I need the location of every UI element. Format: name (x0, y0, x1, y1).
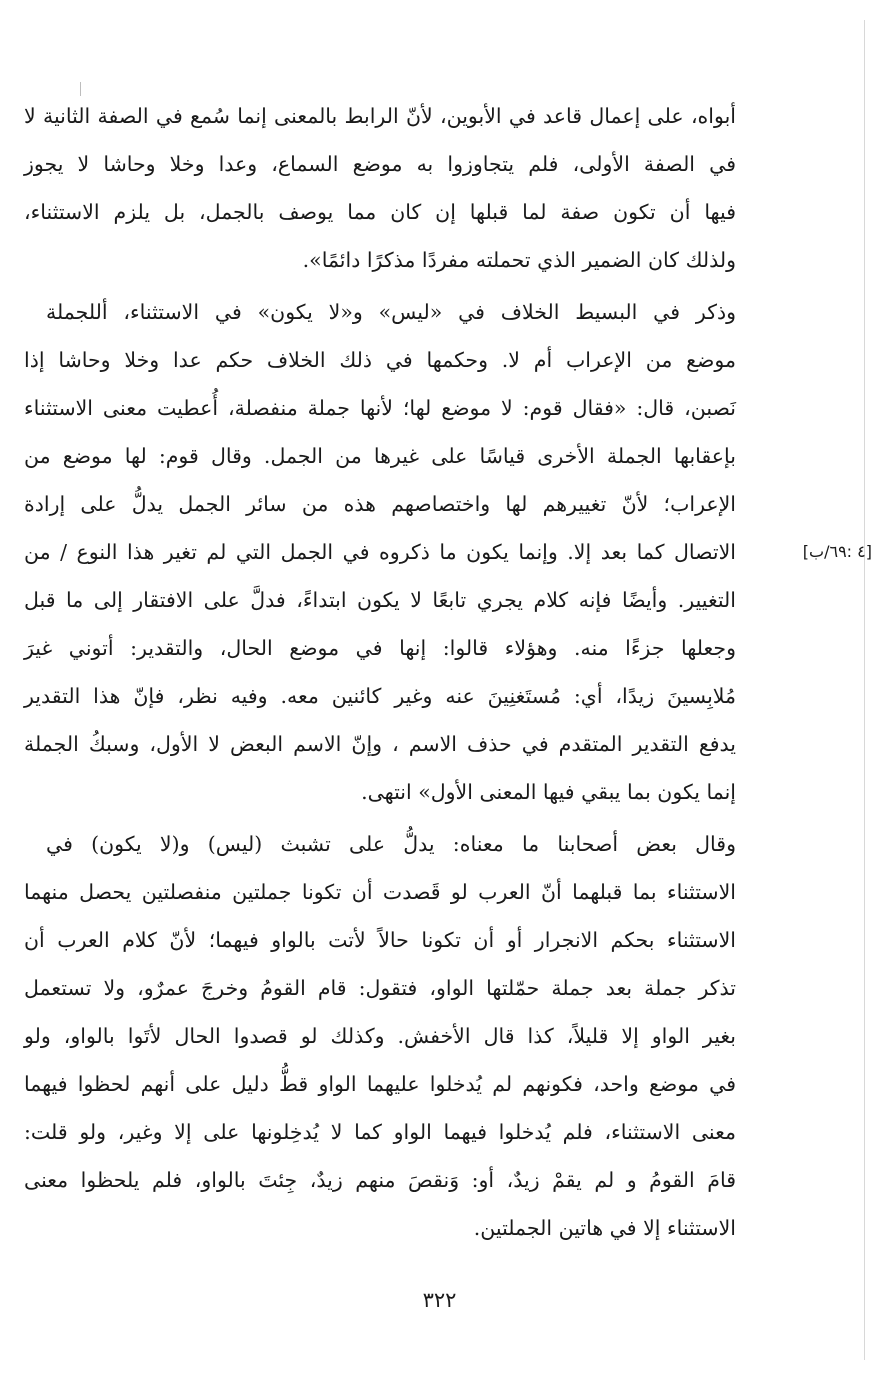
text-line: الإعراب؛ لأنّ تغييرهم لها واختصاصهم هذه من سائر الجمل يدلُّ على إرادة (24, 492, 736, 516)
text-line: في موضع واحد، فكونهم لم يُدخلوا عليهما الواو قطُّ دليل على أنهم لحظوا فيهما (24, 1072, 736, 1096)
text-line: تذكر جملة بعد جملة حمّلتها الواو، فتقول: قام القومُ وخرجَ عمرٌو، ولا تستعمل (24, 976, 736, 1000)
text-line: فيها أن تكون صفة لما قبلها إن كان مما يوصف بالجمل، بل يلزم الاستثناء، (24, 200, 736, 224)
text-line: موضع من الإعراب أم لا. وحكمها في ذلك الخلاف حكم عدا وخلا وحاشا إذا (24, 348, 736, 372)
text-line: التغيير. وأيضًا فإنه كلام يجري تابعًا لا يكون ابتداءً، فدلَّ على الافتقار إلى ما قبل (24, 588, 736, 612)
text-line: الاتصال كما بعد إلا. وإنما يكون ما ذكروه في الجمل التي لم تغير هذا النوع / من (24, 540, 736, 564)
text-line: الاستثناء إلا في هاتين الجملتين. (473, 1216, 736, 1240)
text-line: مُلابِسينَ زيدًا، أي: مُستَغنِينَ عنه وغير كائنين معه. وفيه نظر، فإنّ هذا التقدير (24, 684, 736, 708)
text-line: وذكر في البسيط الخلاف في «ليس» و«لا يكون» في الاستثناء، أللجملة (46, 300, 736, 324)
text-line: بغير الواو إلا قليلاً، كذا قال الأخفش. وكذلك لو قصدوا الحال لأتَوا بالواو، ولو (24, 1024, 736, 1048)
text-line: معنى الاستثناء، فلم يُدخلوا فيهما الواو كما لا يُدخِلونها على إلا وغير، ولو قلت: (24, 1120, 736, 1144)
text-line: نَصبن، قال: «فقال قوم: لا موضع لها؛ لأنها جملة منفصلة، أُعطيت معنى الاستثناء (24, 396, 736, 420)
text-line: ولذلك كان الضمير الذي تحملته مفردًا مذكرًا دائمًا». (302, 248, 736, 272)
text-line: الاستثناء بحكم الانجرار أو أن تكونا حالاً لأتت بالواو فيهما؛ لأنّ كلام العرب أن (24, 928, 736, 952)
margin-rule (864, 20, 865, 1360)
text-line: وجعلها جزءًا منه. وهؤلاء قالوا: إنها في موضع الحال، والتقدير: أتوني غيرَ (24, 636, 736, 660)
text-line: أبواه، على إعمال قاعد في الأبوين، لأنّ الرابط بالمعنى إنما سُمع في الصفة الثانية لا (24, 104, 736, 128)
text-line: وقال بعض أصحابنا ما معناه: يدلُّ على تشبث (ليس) و(لا يكون) في (46, 832, 736, 856)
text-line: في الصفة الأولى، فلم يتجاوزوا به موضع السماع، وعدا وخلا وحاشا لا يجوز (24, 152, 736, 176)
text-line: قامَ القومُ و لم يقمْ زيدٌ، أو: وَنقصَ منهم زيدٌ، جِئتَ بالواو، فلم يلحظوا معنى (24, 1168, 736, 1192)
text-line: إنما يكون بما يبقي فيها المعنى الأول» انتهى. (361, 780, 736, 804)
text-line: الاستثناء بما قبلهما أنّ العرب لو قَصدت أن تكونا جملتين منفصلتين يحصل منهما (24, 880, 736, 904)
manuscript-folio-marker: [٤ :٦٩/ب] (802, 542, 872, 561)
page-number: ٣٢٢ (422, 1288, 457, 1312)
text-line: بإعقابها الجملة الأخرى قياسًا على غيرها من الجمل. وقال قوم: لها موضع من (24, 444, 736, 468)
text-line: يدفع التقدير المتقدم في حذف الاسم ، وإنّ الاسم البعض لا الأول، وسبكُ الجملة (24, 732, 736, 756)
